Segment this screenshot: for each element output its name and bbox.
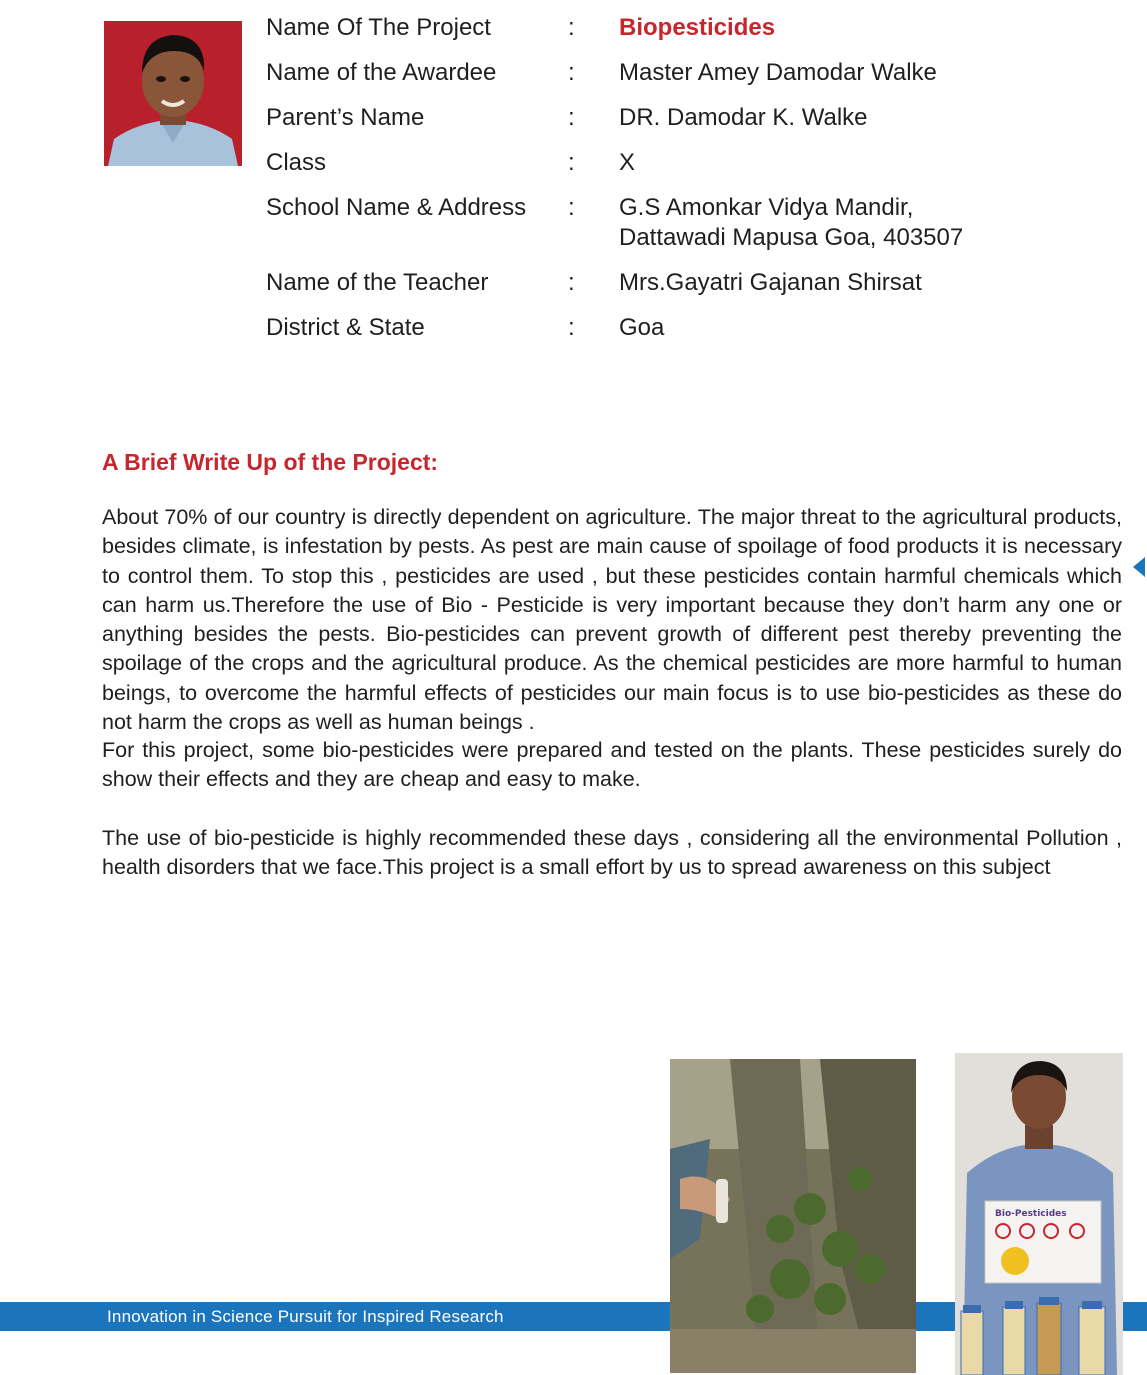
info-label: Name of the Teacher	[266, 269, 489, 296]
parent-name: DR. Damodar K. Walke	[619, 104, 868, 131]
info-label: Parent’s Name	[266, 104, 425, 131]
info-separator: :	[568, 194, 575, 221]
info-separator: :	[568, 314, 575, 341]
info-separator: :	[568, 149, 575, 176]
info-label: Class	[266, 149, 327, 176]
page-edge-marker	[1133, 557, 1145, 577]
awardee-portrait	[104, 21, 242, 166]
school-address: Dattawadi Mapusa Goa, 403507	[619, 224, 964, 251]
project-name: Biopesticides	[619, 14, 776, 41]
writeup-paragraph-1: About 70% of our country is directly dependent on agriculture. The major threat to the agricultural products, besides climate, is infestation by pests. As pest are main cause of spoilage of food products it is necessary to control them. To stop this , pesticides are used , but these pesticides contain harmful chemicals which can harm us.Therefore the use of Bio - Pesticide is very important because they don’t harm any one or anything besides the pests. Bio-pesticides can prevent growth of different pest thereby preventing the spoilage of the crops and the agricultural produce. As the chemical pesticides are more harmful to human beings, to overcome the harmful effects of pesticides our main focus is to use bio-pesticides as these do not harm the crops as well as human beings .	[102, 505, 1122, 734]
teacher-name: Mrs.Gayatri Gajanan Shirsat	[619, 269, 922, 296]
info-separator: :	[568, 14, 575, 41]
footer-bar-end	[1123, 1302, 1147, 1331]
writeup-paragraph-2: For this project, some bio-pesticides were prepared and tested on the plants. These pesticides surely do show their effects and they are cheap and easy to make.	[102, 738, 1122, 792]
info-label: Name Of The Project	[266, 14, 491, 41]
class-value: X	[619, 149, 636, 176]
photo-spraying-plants	[670, 1059, 916, 1373]
info-label: Name of the Awardee	[266, 59, 497, 86]
awardee-name: Master Amey Damodar Walke	[619, 59, 937, 86]
district-state: Goa	[619, 314, 665, 341]
school-name: G.S Amonkar Vidya Mandir,	[619, 194, 914, 221]
info-separator: :	[568, 269, 575, 296]
poster-title: Bio-Pesticides	[995, 1209, 1067, 1219]
footer-tagline: Innovation in Science Pursuit for Inspired Research	[107, 1307, 504, 1326]
info-separator: :	[568, 59, 575, 86]
info-label: District & State	[266, 314, 425, 341]
info-separator: :	[568, 104, 575, 131]
photo-student-poster	[955, 1053, 1123, 1375]
writeup-heading: A Brief Write Up of the Project:	[102, 449, 439, 475]
writeup-paragraph-3: The use of bio-pesticide is highly recommended these days , considering all the environmental Pollution , health disorders that we face.This project is a small effort by us to spread awareness on this subject	[102, 826, 1122, 880]
info-label: School Name & Address	[266, 194, 527, 221]
